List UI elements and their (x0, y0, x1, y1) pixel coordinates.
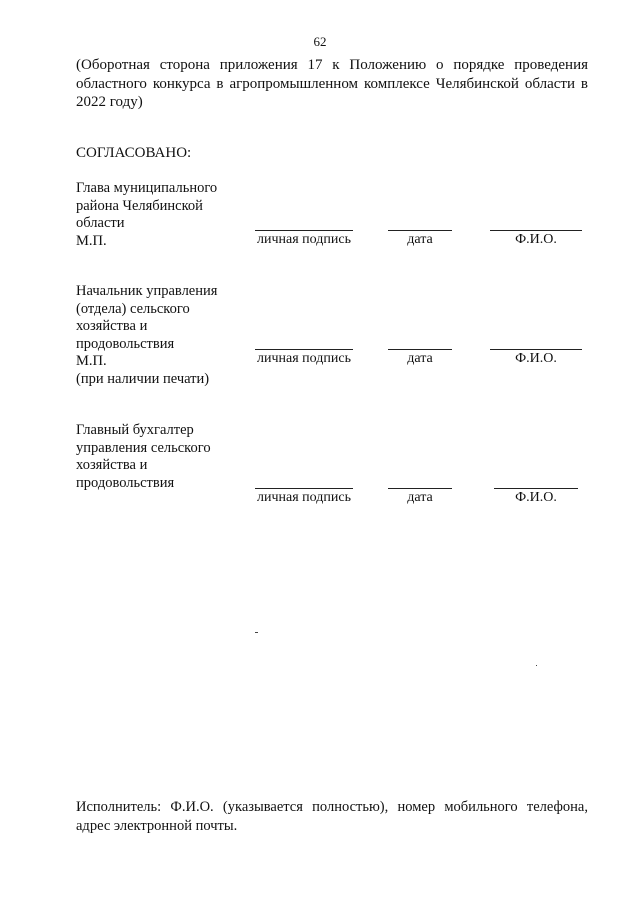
header-note-line: 2022 году) (76, 94, 143, 110)
footer-line: Исполнитель: Ф.И.О. (указывается полностью), номер мобильного телефона, (76, 799, 588, 815)
signature-line (255, 349, 353, 350)
signatory-title-line: Главный бухгалтер (76, 422, 194, 438)
date-line (388, 230, 452, 231)
name-line (490, 349, 582, 350)
header-note-line: (Оборотная сторона приложения 17 к Положению о порядке проведения (76, 57, 588, 73)
signatory-title-line: района Челябинской (76, 197, 203, 214)
date-line (388, 488, 452, 489)
stamp-place-label: М.П. (76, 232, 107, 249)
header-note-line: областного конкурса в агропромышленном комплексе Челябинской области в (76, 75, 588, 92)
signatory-title-line: Начальник управления (76, 283, 218, 299)
signature-label: личная подпись (257, 490, 351, 505)
footer-line: адрес электронной почты. (76, 818, 238, 834)
signatory-title-line: области (76, 215, 125, 231)
signatory-title-head-of-district (76, 180, 251, 250)
scan-speck (536, 665, 537, 666)
approved-heading: СОГЛАСОВАНО: (76, 145, 192, 161)
name-line (494, 488, 578, 489)
date-label: дата (407, 490, 433, 505)
scan-speck (255, 632, 258, 633)
signatory-title-line: продовольствия (76, 335, 175, 352)
name-line (490, 230, 582, 231)
signatory-title-line: хозяйства и (76, 457, 148, 473)
page-number: 62 (313, 34, 327, 49)
signatory-title-line: продовольствия (76, 474, 175, 491)
stamp-place-label: М.П. (76, 353, 107, 369)
signatory-title-line: управления сельского (76, 439, 211, 456)
header-note (76, 56, 588, 112)
signatory-title-line: (отдела) сельского (76, 300, 190, 317)
date-label: дата (407, 351, 433, 366)
signatory-title-head-of-agriculture (76, 283, 251, 388)
signatory-title-line: хозяйства и (76, 318, 148, 334)
signature-line (255, 488, 353, 489)
name-label: Ф.И.О. (515, 351, 557, 366)
signature-label: личная подпись (257, 351, 351, 366)
signature-line (255, 230, 353, 231)
stamp-note: (при наличии печати) (76, 370, 210, 387)
date-label: дата (407, 232, 433, 247)
signature-label: личная подпись (257, 232, 351, 247)
name-label: Ф.И.О. (515, 232, 557, 247)
signatory-title-line: Глава муниципального (76, 180, 218, 196)
footer-note (76, 798, 588, 836)
signatory-title-chief-accountant (76, 422, 251, 492)
name-label: Ф.И.О. (515, 490, 557, 505)
date-line (388, 349, 452, 350)
